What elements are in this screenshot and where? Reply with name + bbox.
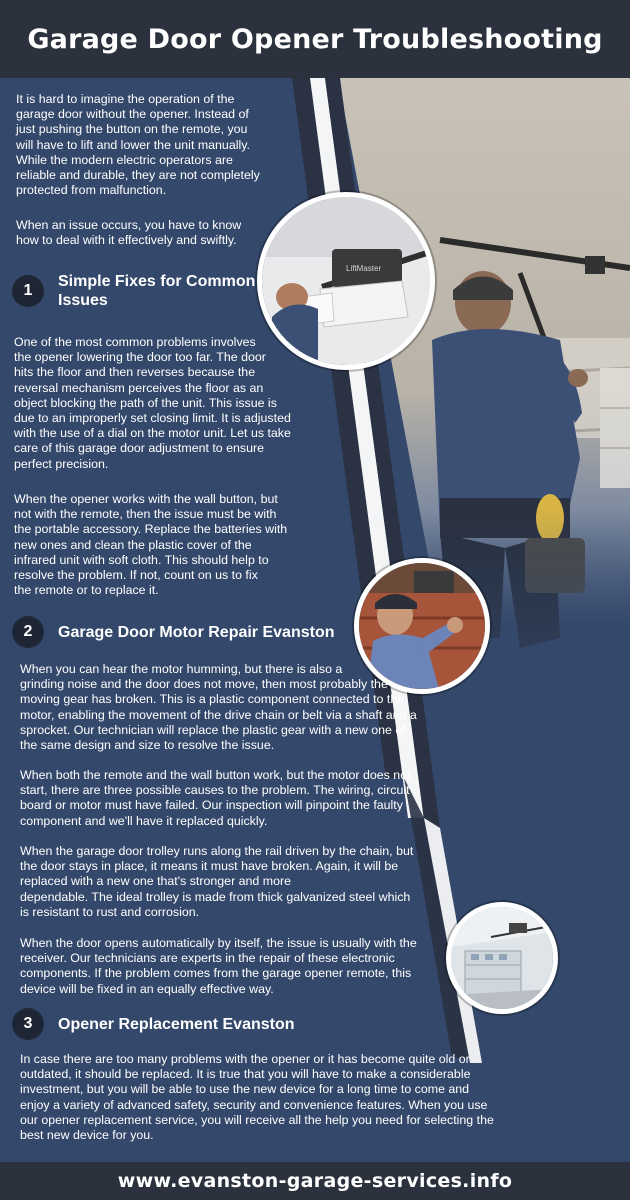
content-panel	[0, 78, 630, 1162]
website-link[interactable]: www.evanston-garage-services.info	[117, 1170, 513, 1192]
section-1-paragraph-2: When the opener works with the wall button, but not with the remote, then the issue must be with the portable accessory. Replace the batteries with new ones and clean the plastic cover of the infrared unit with soft cloth. This should help to resolve the problem. If not, count on us to fix the remote or to replace it.	[14, 492, 288, 598]
section-2-paragraph-1: When you can hear the motor humming, but there is also a grinding noise and the door does not move, then most probably the moving gear has broken. This is a plastic component connected to the motor, enabling the movement of the drive chain or belt via a shaft and a sprocket. Our technician will replace the plastic gear with a new one of the same design and size to resolve the issue.	[20, 662, 417, 753]
section-3-title: Opener Replacement Evanston	[58, 1015, 295, 1033]
intro-paragraph-2: When an issue occurs, you have to know how to deal with it effectively and swiftly.	[16, 218, 242, 248]
opener-brand-label: LiftMaster	[346, 264, 382, 273]
section-1-title: Simple Fixes for Common Issues	[58, 273, 256, 309]
page-header	[0, 0, 630, 78]
section-3-paragraph-1: In case there are too many problems with the opener or it has become quite old or outdated, it should be replaced. It is true that you will have to make a considerable investment, but you will be able to use the new device for a long time to come and enjoy a variety of advanced safety, security and convenience features. When you use our opener replacement service, you will receive all the help you need for selecting the best new device for you.	[20, 1052, 494, 1143]
section-1-heading	[12, 272, 255, 310]
page-title: Garage Door Opener Troubleshooting	[27, 23, 603, 55]
section-3-number-badge: 3	[12, 1008, 44, 1040]
section-2-paragraph-2: When both the remote and the wall button work, but the motor does not start, there are three possible causes to the problem. The wiring, circuit board or motor must have failed. Our inspection will pinpoint the faulty component and we'll have it replaced quickly.	[20, 768, 411, 828]
section-2-number-badge: 2	[12, 616, 44, 648]
section-1-number-badge: 1	[12, 275, 44, 307]
section-3-heading	[12, 1008, 295, 1040]
section-2-paragraph-4: When the door opens automatically by itself, the issue is usually with the receiver. Our technicians are experts in the repair of these electronic components. If the problem comes from the garage opener remote, this device will be fixed in an equally effective way.	[20, 936, 417, 996]
garage-interior-photo	[446, 902, 558, 1014]
section-2-heading	[12, 616, 335, 648]
intro-paragraph-1: It is hard to imagine the operation of the garage door without the opener. Instead of just pushing the button on the remote, you will have to lift and lower the unit manually. While the modern electric operators are reliable and durable, they are not completely protected from malfunction.	[16, 92, 260, 198]
section-2-title: Garage Door Motor Repair Evanston	[58, 623, 335, 641]
page-footer	[0, 1162, 630, 1200]
section-1-paragraph-1: One of the most common problems involves the opener lowering the door too far. The door hits the floor and then reverses because the reversal mechanism perceives the floor as an object blocking the path of the unit. This issue is due to an improperly set closing limit. It is adjusted with the use of a dial on the motor unit. Let us take care of this garage door adjustment to ensure perfect precision.	[14, 335, 291, 471]
section-2-paragraph-3: When the garage door trolley runs along the rail driven by the chain, but the door stays in place, it means it must have broken. Again, it will be replaced with a new one that's stronger and more dependable. The ideal trolley is made from thick galvanized steel which is resistant to rust and corrosion.	[20, 844, 414, 919]
